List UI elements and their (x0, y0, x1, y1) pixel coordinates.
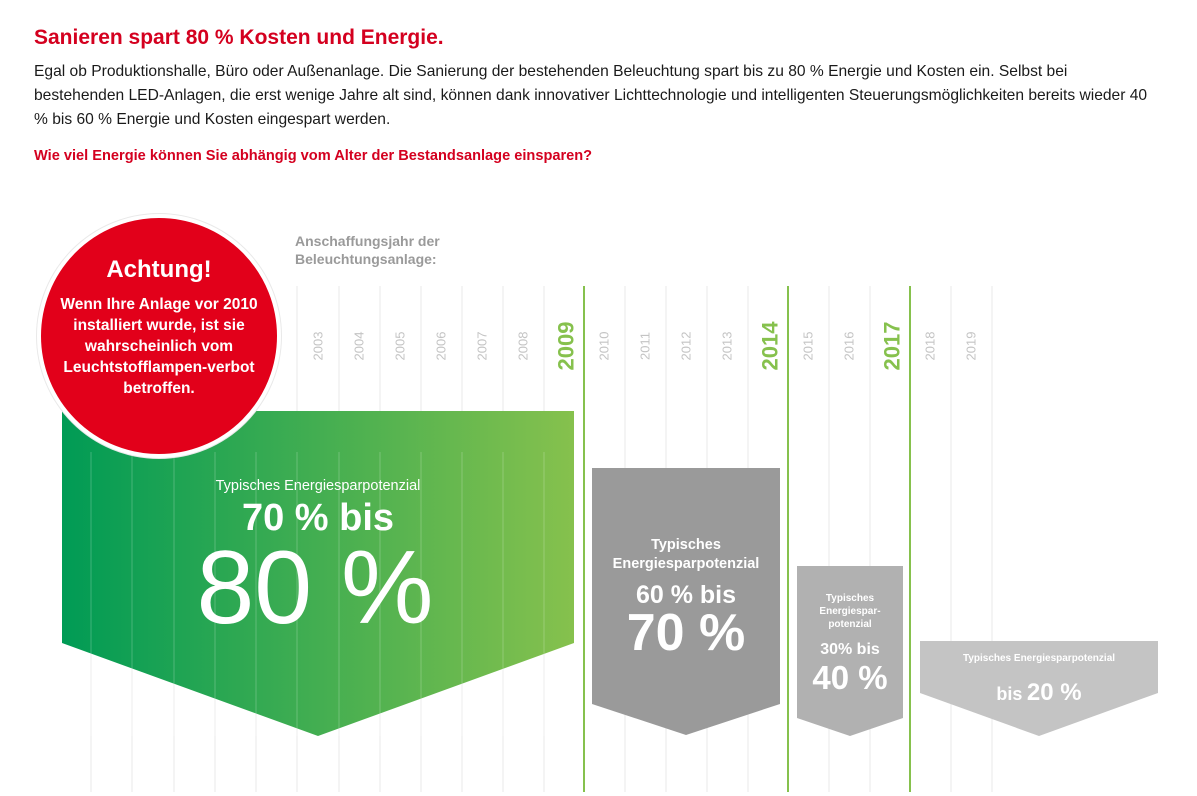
axis-label: Anschaffungsjahr der Beleuchtungsanlage: (295, 233, 440, 267)
range-3-label: Typisches Energiespar-potenzial (819, 593, 881, 630)
year-label-2015: 2015 (800, 331, 816, 361)
year-label-2004: 2004 (351, 331, 367, 361)
range-1-value-line2: 80 % (196, 530, 434, 646)
range-2-value-line1: 60 % bis (635, 581, 737, 609)
year-label-2006: 2006 (433, 331, 449, 361)
year-label-2010: 2010 (596, 331, 612, 361)
question-text: Wie viel Energie können Sie abhängig vom Alter der Bestandsanlage einsparen? (34, 148, 593, 164)
year-labels (311, 321, 979, 371)
alert-body: Wenn Ihre Anlage vor 2010 installiert wurde, ist sie wahrscheinlich vom Leuchtstofflampen-verbot betroffen. (60, 296, 258, 397)
alert-badge (37, 214, 281, 458)
range-4-value-line1: bis (996, 684, 1023, 704)
intro-text: Egal ob Produktionshalle, Büro oder Außenanlage. Die Sanierung der bestehenden Beleuchtung spart bis zu 80 % Energie und Kosten ein. Selbst bei bestehenden LED-Anlagen, die erst wenige Jahre alt sind, können dank innovativer Lichttechnologie und intelligenten Steuerungsmöglichkeiten bereits wieder 40 % bis 60 % Energie und Kosten eingespart werden. (34, 63, 1148, 128)
year-label-2014: 2014 (757, 321, 783, 371)
year-label-2003: 2003 (310, 331, 326, 361)
year-label-2009: 2009 (553, 321, 579, 371)
year-label-2007: 2007 (474, 331, 490, 361)
year-label-2016: 2016 (841, 331, 857, 361)
range-2-value-line2: 70 % (626, 604, 746, 662)
year-label-2019: 2019 (963, 331, 979, 361)
range-2-label: Typisches Energiesparpotenzial (612, 537, 760, 572)
year-label-2012: 2012 (678, 331, 694, 361)
year-label-2013: 2013 (719, 331, 735, 361)
range-1-label: Typisches Energiesparpotenzial (215, 478, 421, 494)
range-4-value (920, 678, 1158, 711)
range-1-value-line1: 70 % bis (241, 497, 395, 539)
year-label-2011: 2011 (637, 332, 653, 360)
range-3-value-line1: 30% bis (820, 641, 880, 658)
year-label-2018: 2018 (922, 331, 938, 361)
year-label-2005: 2005 (392, 331, 408, 361)
headline: Sanieren spart 80 % Kosten und Energie. (34, 26, 444, 49)
range-4-label: Typisches Energiesparpotenzial (962, 653, 1116, 664)
year-label-2008: 2008 (515, 331, 531, 361)
range-4-value-line2: 20 % (1026, 679, 1082, 706)
range-3-value-line2: 40 % (812, 659, 888, 696)
alert-title: Achtung! (106, 256, 212, 283)
year-label-2017: 2017 (879, 321, 905, 371)
